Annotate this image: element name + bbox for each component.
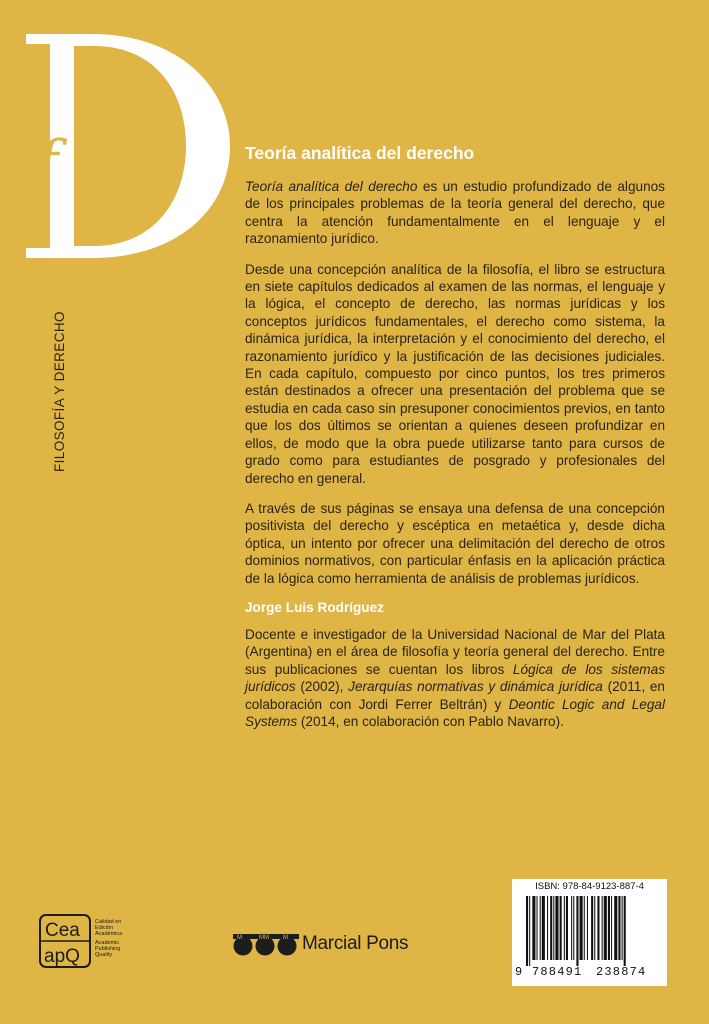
title-italic: Teoría analítica del derecho	[245, 179, 418, 194]
barcode-bar	[560, 896, 562, 960]
barcode-bar	[576, 896, 578, 966]
barcode-bar	[597, 896, 599, 960]
barcode-bar	[532, 896, 535, 960]
mark-letter-1: M	[237, 935, 242, 941]
ceapq-line-2: Edición	[95, 925, 114, 931]
barcode-bar	[604, 896, 607, 960]
bio-book-3: Deontic Logic and Legal Systems	[245, 696, 665, 729]
ceapq-line-5: Publishing	[95, 946, 121, 952]
barcode-bar	[566, 896, 568, 960]
barcode-bar	[614, 896, 617, 960]
fd-logo	[4, 28, 234, 264]
collection-title: FILOSOFÍA Y DERECHO	[52, 311, 67, 472]
ceapq-top-text: Cea	[45, 920, 80, 941]
bio-text-4: (2014, en colaboración con Pablo Navarro).	[297, 713, 564, 729]
barcode-bar	[555, 896, 558, 960]
bio-text-1: Docente e investigador de la Universidad Nacional de Mar del Plata (Argentina) en el área de filosofía y teoría general del derecho. Entre sus publicaciones se cuentan los libros	[245, 626, 665, 677]
ceapq-line-6: Quality	[95, 952, 113, 958]
ceapq-line-4: Academic	[95, 940, 120, 946]
isbn-label: ISBN: 978-84-9123-887-4	[535, 881, 644, 892]
barcode-bar	[547, 896, 548, 960]
barcode-first-digit: 9	[515, 965, 523, 979]
barcode-bar	[584, 896, 585, 960]
paragraph-intro	[245, 178, 665, 248]
ceapq-logo	[39, 913, 123, 971]
barcode-bar	[587, 896, 588, 960]
book-title: Teoría analítica del derecho	[245, 143, 475, 163]
ceapq-bottom-text: apQ	[44, 946, 80, 967]
author-name: Jorge Luis Rodríguez	[245, 599, 384, 615]
paragraph-approach: A través de sus páginas se ensaya una defensa de una concepción positivista del derecho y escéptica en metaética y, desde dicha óptica, un intento por ofrecer una delimitación del derecho de otros dominios normativos, con particular énfasis en la aplicación práctica de la lógica como herramienta de análisis de problemas jurídicos.	[245, 500, 665, 586]
bio-text-2: (2002),	[295, 679, 349, 695]
ceapq-line-1: Calidad en	[95, 919, 122, 925]
barcode-bar	[608, 896, 610, 960]
barcode-bar	[542, 896, 545, 960]
barcode-bar	[602, 896, 603, 960]
bio-book-1: Lógica de los sistemas jurídicos	[245, 661, 665, 695]
text-column	[245, 143, 665, 743]
barcode-bars	[520, 896, 659, 966]
barcode-bar	[526, 896, 528, 966]
barcode-bar	[540, 896, 541, 960]
paragraph-structure: Desde una concepción analítica de la filosofía, el libro se estructura en siete capítulos dedicados al examen de las normas, el lenguaje y la lógica, el concepto de derecho, las normas jurídicas y los conceptos jurídicos fundamentales, el derecho como sistema, la dinámica jurídica, la interpretación y el conocimiento del derecho, el razonamiento jurídico y la justificación de las decisiones judiciales. En cada capítulo, compuesto por cinco puntos, los tres primeros están destinados a ofrecer una presentación del problema que se estudia en cada caso sin presuponer conocimientos previos, en tanto que los dos últimos se orientan a quienes deseen profundizar en ellos, de modo que la obra puede utilizarse tanto para cursos de grado como para estudiantes de posgrado y profesionales del derecho en general.	[245, 261, 665, 486]
intro-rest: es un estudio profundizado de algunos de los principales problemas de la teoría general del derecho, que centra la atención fundamentalmente en el lenguaje y el razonamiento jurídico.	[245, 179, 665, 247]
publisher-mark-icon	[233, 931, 299, 957]
barcode-bar	[580, 896, 583, 960]
barcode-bar	[611, 896, 612, 960]
barcode-bar	[594, 896, 595, 960]
barcode-left-digits: 788491	[532, 965, 583, 979]
ceapq-seal	[39, 913, 123, 976]
bio-text-3: (2011, en colaboración con Jordi Ferrer Beltrán) y	[245, 679, 665, 712]
mark-letter-2: MM	[259, 935, 269, 941]
publisher-name: Marcial Pons	[302, 933, 409, 954]
f-letter: f	[36, 128, 59, 198]
barcode-bar	[571, 896, 572, 960]
bio-book-2: Jerarquías normativas y dinámica jurídica	[348, 679, 603, 695]
barcode-bar	[618, 896, 620, 960]
barcode-bar	[529, 896, 530, 966]
isbn-barcode	[512, 879, 667, 986]
publisher-logo	[233, 930, 408, 958]
barcode-bar	[624, 896, 626, 966]
barcode-bar	[591, 896, 593, 960]
barcode-bar	[573, 896, 574, 960]
mark-letter-3: M	[283, 935, 288, 941]
ceapq-line-3: Académica	[95, 931, 123, 937]
barcode-bar	[550, 896, 552, 960]
barcode-bar	[564, 896, 565, 960]
barcode-bar	[537, 896, 538, 960]
barcode-right-digits: 238874	[596, 965, 647, 979]
barcode-bar	[622, 896, 623, 960]
author-bio	[245, 626, 665, 730]
barcode-bar	[553, 896, 554, 960]
